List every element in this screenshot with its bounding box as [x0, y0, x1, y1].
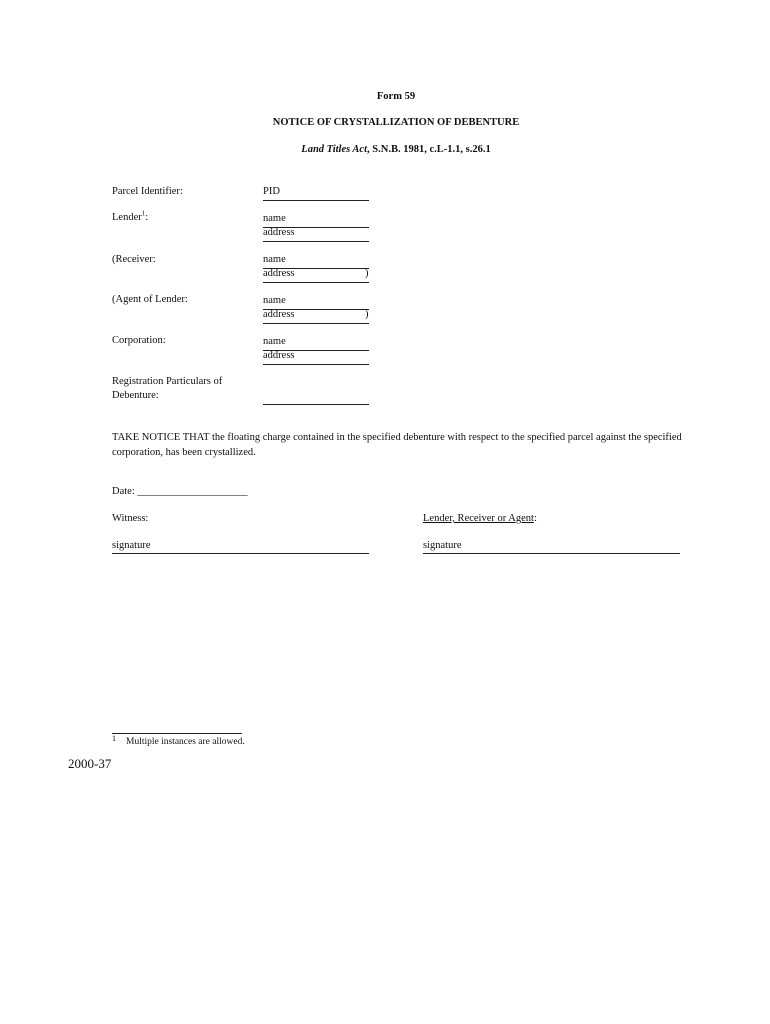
receiver-close-paren: )	[365, 268, 369, 279]
receiver-address: address	[263, 268, 295, 279]
footnote-mark: 1	[112, 734, 116, 743]
agent-address-line	[263, 323, 369, 324]
footnote-text: Multiple instances are allowed.	[126, 737, 245, 747]
witness-signature: signature	[112, 540, 151, 551]
date-line: Date: _____________________	[112, 486, 248, 497]
act-reference	[0, 144, 770, 155]
lender-receiver-agent-colon: :	[533, 513, 537, 524]
lender-signature: signature	[423, 540, 462, 551]
agent-close-paren: )	[365, 309, 369, 320]
parcel-identifier-value: PID	[263, 186, 280, 197]
agent-label: (Agent of Lender:	[112, 294, 188, 305]
act-citation: , S.N.B. 1981, c.L-1.1, s.26.1	[367, 144, 491, 155]
page-code: 2000-37	[68, 756, 112, 771]
page-title: NOTICE OF CRYSTALLIZATION OF DEBENTURE	[272, 117, 520, 128]
lender-name: name	[263, 213, 286, 224]
witness-label: Witness:	[112, 513, 149, 524]
agent-name: name	[263, 295, 286, 306]
witness-signature-line	[112, 553, 369, 554]
lender-footnote-mark: 1	[141, 209, 146, 218]
lender-receiver-agent-text: Lender, Receiver or Agent	[423, 513, 534, 524]
parcel-identifier-line	[263, 200, 369, 201]
registration-line	[263, 404, 369, 405]
receiver-label: (Receiver:	[112, 254, 156, 265]
agent-address: address	[263, 309, 295, 320]
footnote-separator	[112, 733, 242, 734]
receiver-address-line	[263, 282, 369, 283]
lender-label	[112, 209, 149, 223]
lender-label-text: Lender	[112, 212, 142, 223]
parcel-identifier-label: Parcel Identifier:	[112, 186, 183, 197]
act-name: Land Titles Act	[301, 144, 368, 155]
corporation-address-line	[263, 364, 369, 365]
registration-label-line2: Debenture:	[112, 390, 159, 401]
notice-paragraph: TAKE NOTICE THAT the floating charge contained in the specified debenture with respect to the specified parcel against the specified corporation, has been crystallized.	[112, 432, 682, 458]
lender-address-line	[263, 241, 369, 242]
lender-label-colon: :	[145, 212, 149, 223]
lender-address: address	[263, 227, 295, 238]
lender-signature-line	[423, 553, 680, 554]
receiver-name: name	[263, 254, 286, 265]
registration-label-line1: Registration Particulars of	[112, 376, 223, 387]
lender-receiver-agent-label	[423, 513, 537, 524]
corporation-label: Corporation:	[112, 335, 166, 346]
corporation-name: name	[263, 336, 286, 347]
corporation-address: address	[263, 350, 295, 361]
form-number: Form 59	[376, 91, 416, 102]
